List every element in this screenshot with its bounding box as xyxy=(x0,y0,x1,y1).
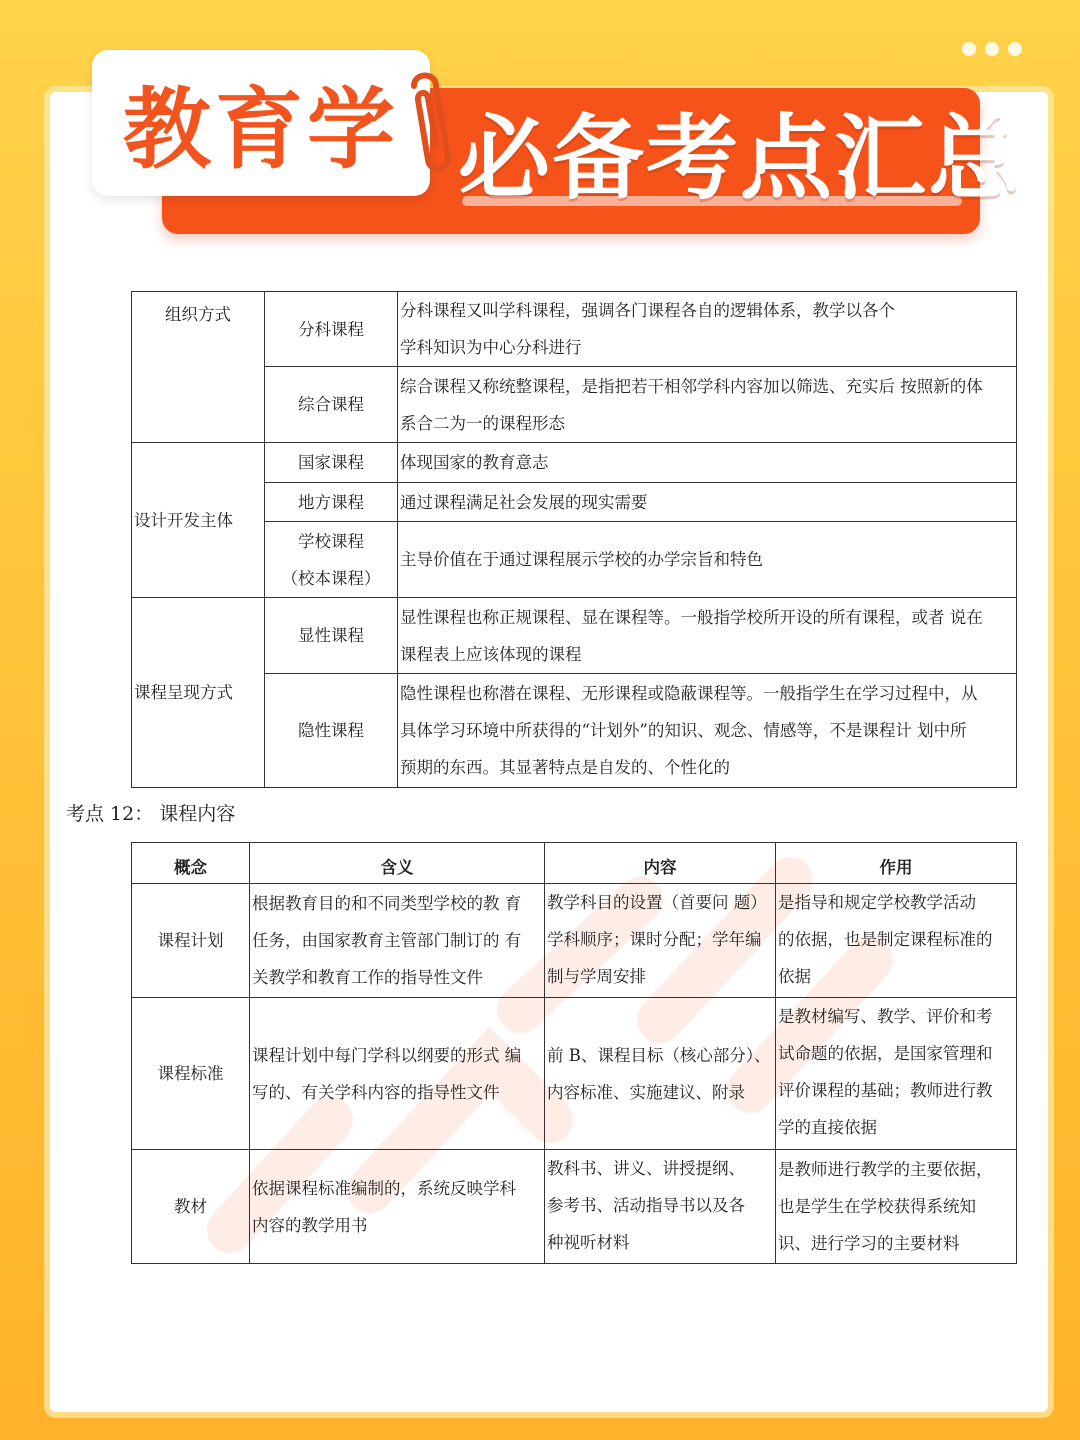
title-right: 必备考点汇总 xyxy=(458,105,1023,212)
category-cell: 设计开发主体 xyxy=(132,443,265,598)
table-row xyxy=(132,884,1017,998)
content-cell xyxy=(545,1150,776,1264)
type-cell: 显性课程 xyxy=(265,598,398,674)
title-left: 教育学 xyxy=(92,50,430,196)
desc-text: 分科课程又叫学科课程，强调各门课程各自的逻辑体系，教学以各个 学科知识为中心分科进行 xyxy=(400,301,895,357)
desc-cell: 通过课程满足社会发展的现实需要 xyxy=(398,483,1017,522)
concept-cell: 教材 xyxy=(132,1150,250,1264)
content-text: 前 B、课程目标（核心部分）、 内容标准、实施建议、附录 xyxy=(547,1045,771,1102)
role-cell xyxy=(776,884,1017,998)
curriculum-types-table xyxy=(131,291,1017,788)
role-text: 是指导和规定学校教学活动 的依据，也是制定课程标准的 依据 xyxy=(778,893,993,986)
table-row xyxy=(132,674,1017,788)
content-text: 教学科目的设置（首要问 题） 学科顺序；课时分配；学年编 制与学周安排 xyxy=(547,893,767,986)
desc-text: 隐性课程也称潜在课程、无形课程或隐蔽课程等。一般指学生在学习过程中，从 具体学习环境中所获得的“计划外”的知识、观念、情感等，不是课程计 划中所 预期的东西。其显著特点是自发的、个性化的 xyxy=(400,684,978,777)
type-cell xyxy=(265,522,398,598)
dot xyxy=(985,42,999,56)
category-cell: 课程呈现方式 xyxy=(132,598,265,788)
type-text: 学校课程 （校本课程） xyxy=(281,531,381,588)
column-header: 内容 xyxy=(545,843,776,884)
role-cell xyxy=(776,1150,1017,1264)
role-text: 是教师进行教学的主要依据， 也是学生在学校获得系统知 识、进行学习的主要材料 xyxy=(778,1160,993,1253)
desc-text: 显性课程也称正规课程、显在课程等。一般指学校所开设的所有课程，或者 说在 课程表上应该体现的课程 xyxy=(400,607,983,664)
desc-text: 综合课程又称统整课程，是指把若干相邻学科内容加以筛选、充实后 按照新的体 系合二为一的课程形态 xyxy=(400,376,983,433)
type-cell: 隐性课程 xyxy=(265,674,398,788)
meaning-cell xyxy=(250,998,545,1150)
desc-cell xyxy=(398,674,1017,788)
type-cell: 综合课程 xyxy=(265,367,398,443)
desc-cell xyxy=(398,367,1017,443)
role-text: 是教材编写、教学、评价和考 试命题的依据，是国家管理和 评价课程的基础；教师进行教 学的直接依据 xyxy=(778,1007,993,1137)
table-row xyxy=(132,1150,1017,1264)
table-header-row xyxy=(132,843,1017,884)
meaning-text: 课程计划中每门学科以纲要的形式 编 写的、有关学科内容的指导性文件 xyxy=(252,1045,522,1102)
role-cell xyxy=(776,998,1017,1150)
table-row xyxy=(132,483,1017,522)
page-indicator-dots xyxy=(962,42,1022,56)
concept-cell: 课程计划 xyxy=(132,884,250,998)
table-row xyxy=(132,598,1017,674)
type-cell: 分科课程 xyxy=(265,292,398,367)
paperclip-icon xyxy=(396,66,466,178)
table-row xyxy=(132,522,1017,598)
dot xyxy=(1008,42,1022,56)
meaning-cell xyxy=(250,884,545,998)
content-cell xyxy=(545,884,776,998)
table-row xyxy=(132,998,1017,1150)
table-row xyxy=(132,367,1017,443)
desc-cell xyxy=(398,292,1017,367)
column-header: 作用 xyxy=(776,843,1017,884)
table-row xyxy=(132,443,1017,483)
table-row xyxy=(132,292,1017,367)
column-header: 概念 xyxy=(132,843,250,884)
column-header: 含义 xyxy=(250,843,545,884)
content-text: 教科书、讲义、讲授提纲、 参考书、活动指导书以及各 种视听材料 xyxy=(547,1159,745,1252)
content-cell xyxy=(545,998,776,1150)
section-heading: 考点 12： 课程内容 xyxy=(66,803,236,825)
meaning-text: 依据课程标准编制的，系统反映学科 内容的教学用书 xyxy=(252,1178,516,1235)
meaning-text: 根据教育目的和不同类型学校的教 育 任务，由国家教育主管部门制订的 有 关教学和教育工作的指导性文件 xyxy=(252,894,522,987)
concept-cell: 课程标准 xyxy=(132,998,250,1150)
curriculum-content-table xyxy=(131,842,1017,1264)
desc-cell xyxy=(398,598,1017,674)
meaning-cell xyxy=(250,1150,545,1264)
desc-cell: 体现国家的教育意志 xyxy=(398,443,1017,483)
category-cell: 组织方式 xyxy=(132,292,265,443)
desc-cell: 主导价值在于通过课程展示学校的办学宗旨和特色 xyxy=(398,522,1017,598)
dot xyxy=(962,42,976,56)
type-cell: 国家课程 xyxy=(265,443,398,483)
type-cell: 地方课程 xyxy=(265,483,398,522)
